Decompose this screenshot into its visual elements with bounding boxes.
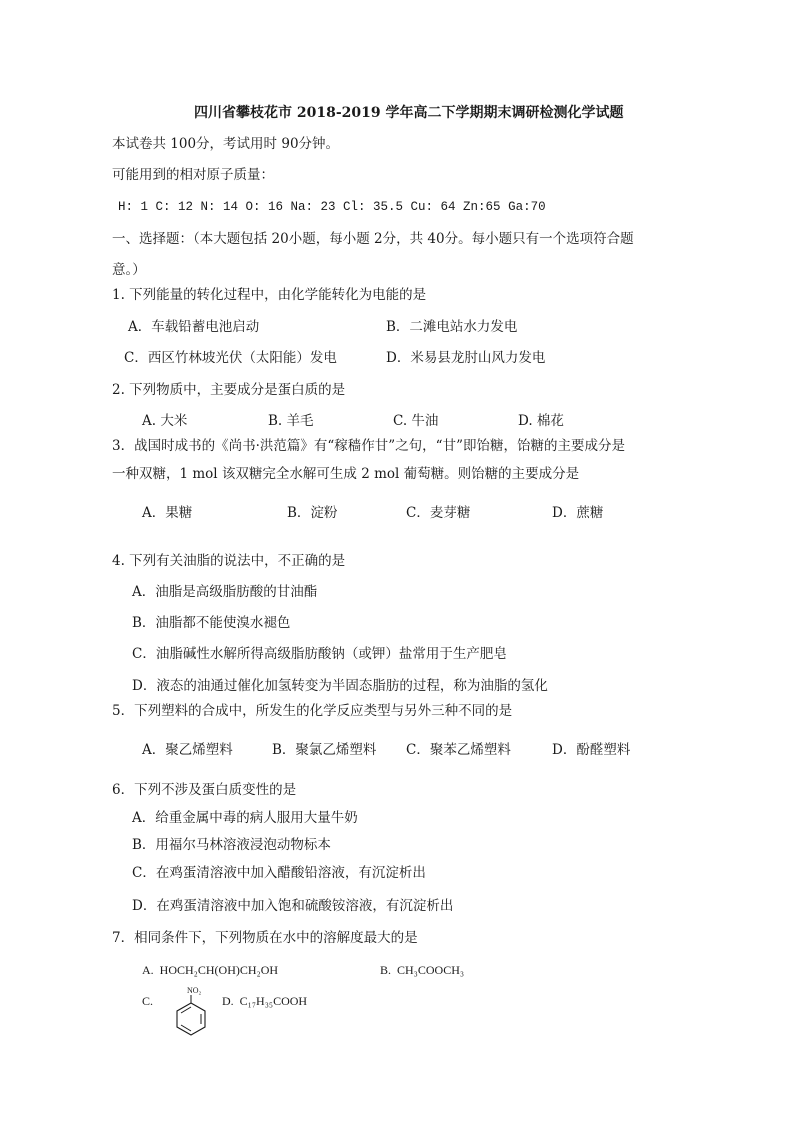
intro-exam-info: 本试卷共 100分，考试用时 90分钟。 [112,136,340,152]
question-4-option-d: D．液态的油通过催化加氢转变为半固态脂肪的过程，称为油脂的氢化 [132,678,548,694]
question-1-option-b: B．二滩电站水力发电 [386,319,518,335]
question-3-option-b: B．淀粉 [287,505,338,521]
question-6-stem: 6．下列不涉及蛋白质变性的是 [112,782,297,798]
question-7-stem: 7．相同条件下，下列物质在水中的溶解度最大的是 [112,930,418,946]
question-3-option-a: A．果糖 [142,505,193,521]
question-7-option-a [142,961,278,979]
question-3-stem-cont: 一种双糖，1 mol 该双糖完全水解可生成 2 mol 葡萄糖。则饴糖的主要成分是 [112,466,580,482]
question-5-option-a: A．聚乙烯塑料 [142,742,233,758]
option-d-formula: C₁₇H₃₅COOH [239,994,308,1008]
option-d-label: D. [222,994,234,1008]
question-1-stem: 1. 下列能量的转化过程中，由化学能转化为电能的是 [112,287,427,303]
question-6-option-b: B．用福尔马林溶液浸泡动物标本 [132,837,331,853]
question-5-stem: 5．下列塑料的合成中，所发生的化学反应类型与另外三种不同的是 [112,703,513,719]
question-4-option-b: B．油脂都不能使溴水褪色 [132,615,291,631]
question-5-option-d: D．酚醛塑料 [552,742,631,758]
question-3-stem: 3．战国时成书的《尚书·洪范篇》有“稼穑作甘”之句，“甘”即饴糖，饴糖的主要成分是 [112,438,625,454]
option-a-formula: HOCH₂CH(OH)CH₂OH [159,963,279,977]
question-7-option-d [222,992,307,1010]
question-4-option-c: C．油脂碱性水解所得高级脂肪酸钠（或钾）盐常用于生产肥皂 [132,646,507,662]
section-heading: 一、选择题：（本大题包括 20小题，每小题 2分，共 40分。每小题只有一个选项符合题 [112,231,634,247]
option-a-label: A. [142,963,154,977]
question-3-option-c: C．麦芽糖 [406,505,471,521]
atomic-mass-list: H: 1 C: 12 N: 14 O: 16 Na: 23 Cl: 35.5 Cu: 64 Zn:65 Ga:70 [118,200,546,214]
question-2-stem: 2. 下列物质中，主要成分是蛋白质的是 [112,382,346,398]
question-2-option-c: C. 牛油 [393,413,439,429]
option-b-label: B. [380,963,392,977]
question-5-option-c: C．聚苯乙烯塑料 [406,742,511,758]
question-6-option-c: C．在鸡蛋清溶液中加入醋酸铅溶液，有沉淀析出 [132,865,426,881]
question-1-option-c: C．西区竹林坡光伏（太阳能）发电 [124,350,337,366]
question-6-option-d: D．在鸡蛋清溶液中加入饱和硫酸铵溶液，有沉淀析出 [132,898,454,914]
page-title: 四川省攀枝花市 2018-2019 学年高二下学期期末调研检测化学试题 [194,105,624,121]
option-b-formula: CH₃COOCH₃ [397,963,465,977]
question-2-option-d: D. 棉花 [518,413,564,429]
question-4-stem: 4. 下列有关油脂的说法中，不正确的是 [112,553,346,569]
question-7-option-b [380,961,464,979]
section-heading-cont: 意。） [112,262,146,278]
question-4-option-a: A．油脂是高级脂肪酸的甘油酯 [132,584,318,600]
question-2-option-a: A. 大米 [142,413,188,429]
question-6-option-a: A．给重金属中毒的病人服用大量牛奶 [132,810,358,826]
nitro-group-label: NO₂ [187,986,202,995]
question-1-option-a: A．车载铅蓄电池启动 [128,319,260,335]
question-3-option-d: D．蔗糖 [552,505,604,521]
question-1-option-d: D．米易县龙肘山风力发电 [386,350,546,366]
question-7-option-c-label: C. [142,994,154,1008]
nitrobenzene-structure-icon [172,983,212,1039]
intro-atomic-mass-label: 可能用到的相对原子质量： [112,167,274,183]
question-2-option-b: B. 羊毛 [268,413,314,429]
question-5-option-b: B．聚氯乙烯塑料 [272,742,377,758]
